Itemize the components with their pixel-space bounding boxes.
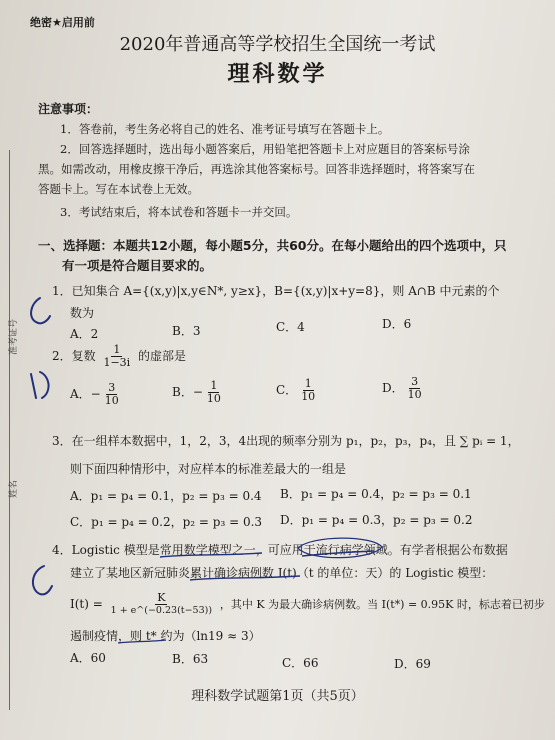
option-fraction: [103, 382, 121, 407]
formula-fraction: [109, 592, 214, 617]
confidential-mark: 绝密★启用前: [30, 16, 95, 29]
notice-item-2-line-2: 黑。如需改动，用橡皮擦干净后，再选涂其他答案标号。回答非选择题时，将答案写在: [38, 162, 475, 176]
frac-num: 1: [304, 377, 312, 390]
question-4-line-3: [70, 592, 545, 617]
side-label-name: 姓名: [9, 479, 19, 498]
question-3-option-a: A．p₁ = p₄ = 0.1，p₂ = p₃ = 0.4: [70, 489, 262, 503]
question-3-stem: 3．在一组样本数据中，1，2，3，4出现的频率分别为 p₁，p₂，p₃，p₄，且 ∑ pᵢ = 1，: [52, 434, 520, 448]
question-2-option-d: [382, 376, 426, 401]
question-4-line-1: 4．Logistic 模型是常用数学模型之一，可应用于流行病学领域。有学者根据公布数据: [52, 543, 508, 557]
question-2-frac-num: 1: [113, 343, 121, 356]
option-sign: −: [90, 387, 101, 401]
page-footer: 理科数学试题第1页（共5页）: [191, 689, 364, 704]
option-fraction: [205, 380, 223, 405]
subject-title: 理科数学: [227, 62, 328, 87]
question-2-frac-den: 1−3i: [103, 356, 131, 369]
notice-item-3: 3．考试结束后，将本试卷和答题卡一并交回。: [60, 205, 298, 219]
option-letter: B．: [172, 385, 193, 399]
exam-title: 2020年普通高等学校招生全国统一考试: [119, 34, 436, 55]
question-4-line-2: 建立了某地区新冠肺炎累计确诊病例数 I(t)（t 的单位：天）的 Logistic 模型：: [70, 566, 494, 580]
notice-heading: 注意事项：: [38, 102, 99, 116]
option-sign: −: [192, 385, 203, 399]
frac-num: 1: [210, 379, 218, 392]
frac-num: 3: [108, 381, 116, 394]
notice-item-2-line-1: 2．回答选择题时，选出每小题答案后，用铅笔把答题卡上对应题目的答案标号涂: [60, 142, 470, 156]
question-3-option-d: D．p₁ = p₄ = 0.3，p₂ = p₃ = 0.2: [280, 513, 473, 527]
question-1-option-c: C．4: [276, 320, 305, 334]
formula-den: 1 + e^(−0.23(t−53)): [110, 605, 213, 616]
question-2-fraction: [101, 344, 132, 369]
question-4-line-4: 遏制疫情，则 t* 约为（ln19 ≈ 3）: [70, 629, 261, 643]
option-fraction: [406, 376, 424, 401]
question-1-stem: 1．已知集合 A={(x,y)|x,y∈N*, y≥x}，B={(x,y)|x+y=8}，则 A∩B 中元素的个: [52, 284, 500, 298]
question-2-prefix: 2．复数: [52, 349, 96, 363]
question-2-option-a: [70, 382, 123, 407]
binding-line: [9, 150, 10, 710]
question-2-option-b: [172, 380, 225, 405]
question-3-stem-cont: 则下面四种情形中，对应样本的标准差最大的一组是: [70, 462, 347, 476]
question-2-suffix: 的虚部是: [138, 349, 187, 363]
question-4-option-a: A．60: [70, 651, 106, 665]
frac-den: 10: [104, 394, 119, 407]
question-4-option-d: D．69: [394, 657, 431, 671]
question-2-stem: [52, 344, 186, 369]
q4-answer-mark: [33, 566, 52, 594]
frac-num: 3: [411, 375, 419, 388]
question-4-option-b: B．63: [172, 652, 209, 666]
option-fraction: [299, 378, 317, 403]
section-heading-line-1: 一、选择题：本题共12小题，每小题5分，共60分。在每小题给出的四个选项中，只: [38, 238, 507, 253]
formula-lhs: I(t) =: [70, 597, 103, 611]
question-1-option-a: A．2: [70, 327, 99, 341]
notice-item-1: 1．答卷前，考生务必将自己的姓名、准考证号填写在答题卡上。: [60, 122, 390, 136]
question-4-line-3-rest: ，其中 K 为最大确诊病例数。当 I(t*) = 0.95K 时，标志着已初步: [219, 598, 545, 611]
notice-item-2-line-3: 答题卡上。写在本试卷上无效。: [38, 182, 199, 196]
q1-answer-mark: [31, 298, 50, 323]
frac-den: 10: [206, 392, 221, 405]
option-letter: C．: [276, 383, 298, 397]
question-2-option-c: [276, 378, 319, 403]
question-1-stem-cont: 数为: [70, 306, 95, 320]
formula-num: K: [157, 591, 166, 604]
question-3-option-b: B．p₁ = p₄ = 0.4，p₂ = p₃ = 0.1: [280, 487, 472, 501]
option-letter: A．: [70, 387, 91, 401]
question-1-option-d: D．6: [382, 317, 412, 331]
question-3-option-c: C．p₁ = p₄ = 0.2，p₂ = p₃ = 0.3: [70, 515, 263, 529]
option-letter: D．: [382, 381, 404, 395]
question-4-option-c: C．66: [282, 656, 319, 670]
section-heading-line-2: 有一项是符合题目要求的。: [62, 258, 213, 273]
frac-den: 10: [301, 390, 316, 403]
frac-den: 10: [407, 388, 422, 401]
question-1-option-b: B．3: [172, 324, 201, 338]
q2-answer-mark: [31, 372, 49, 398]
side-label-exam-id: 准考证号: [9, 318, 19, 355]
